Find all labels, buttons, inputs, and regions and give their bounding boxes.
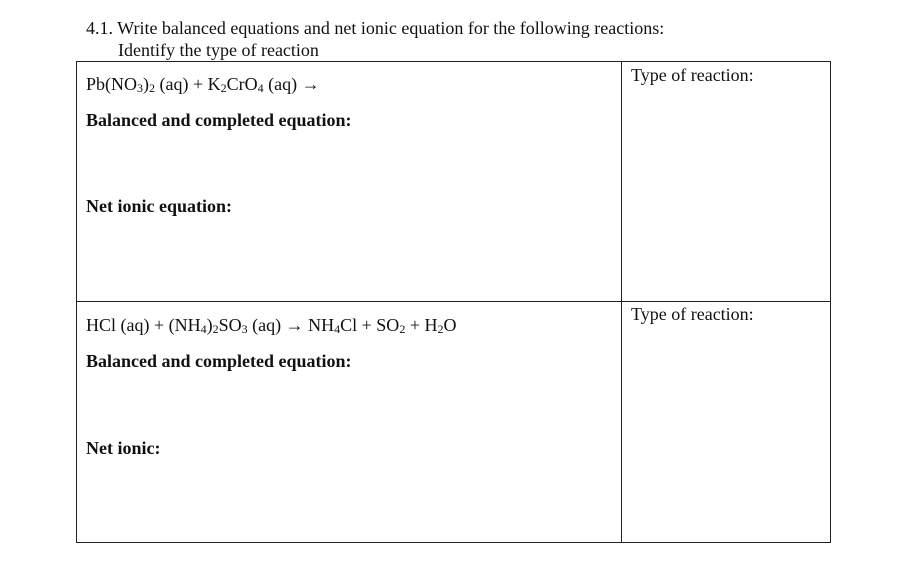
subscript: 2 bbox=[399, 322, 406, 336]
subscript: 2 bbox=[220, 81, 227, 95]
equation-text: + H bbox=[405, 315, 438, 335]
equation-text: SO bbox=[218, 315, 242, 335]
equation-text: Cl + SO bbox=[340, 315, 400, 335]
equation-text: (aq) + K bbox=[155, 74, 221, 94]
question-subtitle: Identify the type of reaction bbox=[118, 40, 319, 60]
equation-text: HCl (aq) + (NH bbox=[86, 315, 201, 335]
subscript: 3 bbox=[241, 322, 248, 336]
subscript: 2 bbox=[212, 322, 219, 336]
equation-text: ) bbox=[143, 74, 150, 94]
equation-text: CrO bbox=[226, 74, 258, 94]
equation-text: (aq) → bbox=[263, 74, 320, 94]
type-of-reaction-label-2: Type of reaction: bbox=[631, 304, 754, 324]
net-ionic-label-2: Net ionic: bbox=[86, 438, 161, 458]
equation-text: ) bbox=[206, 315, 213, 335]
reaction-equation-2 bbox=[86, 315, 456, 336]
reaction-table bbox=[76, 61, 831, 543]
equation-text: Pb(NO bbox=[86, 74, 138, 94]
column-divider bbox=[621, 62, 622, 542]
subscript: 4 bbox=[334, 322, 341, 336]
subscript: 4 bbox=[200, 322, 207, 336]
net-ionic-label-1: Net ionic equation: bbox=[86, 196, 232, 216]
equation-text: O bbox=[443, 315, 457, 335]
subscript: 3 bbox=[137, 81, 144, 95]
balanced-equation-label-1: Balanced and completed equation: bbox=[86, 110, 352, 130]
question-title: 4.1. Write balanced equations and net ionic equation for the following reactions: bbox=[86, 18, 665, 38]
equation-text: (aq) → NH bbox=[247, 315, 335, 335]
type-of-reaction-label-1: Type of reaction: bbox=[631, 65, 754, 85]
subscript: 2 bbox=[437, 322, 444, 336]
balanced-equation-label-2: Balanced and completed equation: bbox=[86, 351, 352, 371]
row-divider bbox=[77, 301, 830, 302]
subscript: 4 bbox=[257, 81, 264, 95]
subscript: 2 bbox=[149, 81, 156, 95]
reaction-equation-1 bbox=[86, 74, 320, 95]
